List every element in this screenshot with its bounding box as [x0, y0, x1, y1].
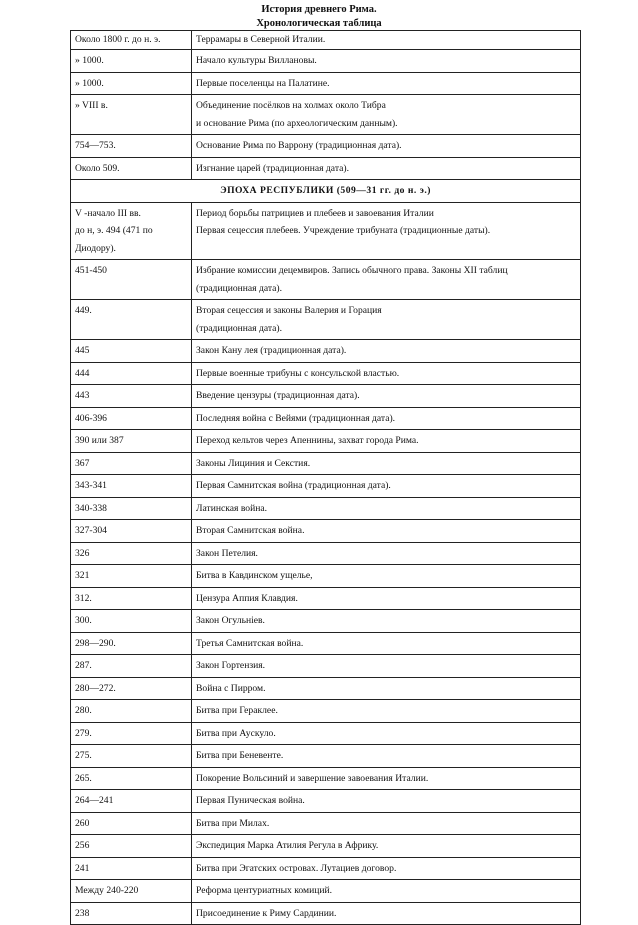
cell-line: » 1000. — [75, 55, 104, 66]
date-cell — [71, 677, 192, 700]
event-cell — [192, 677, 581, 700]
table-row — [71, 95, 581, 135]
date-cell — [71, 50, 192, 73]
event-cell — [192, 430, 581, 453]
event-cell — [192, 340, 581, 363]
event-cell — [192, 157, 581, 180]
cell-line: Избрание комиссии децемвиров. Запись обычного права. Законы XII таблиц — [196, 265, 508, 276]
cell-line: Битва при Эгатских островах. Лутациев договор. — [196, 862, 397, 874]
cell-line: Террамары в Северной Италии. — [196, 34, 326, 45]
event-cell — [192, 767, 581, 790]
cell-line: 238 — [75, 907, 90, 919]
table-row — [71, 475, 581, 498]
event-cell — [192, 790, 581, 813]
chronology-table — [70, 30, 581, 925]
cell-line: Первая Самнитская война (традиционная дата). — [196, 480, 391, 491]
date-cell — [71, 520, 192, 543]
epoch-row — [71, 180, 581, 203]
cell-line: Последняя война с Вейями (традиционная дата). — [196, 412, 396, 424]
cell-line: Введение цензуры (традиционная дата). — [196, 390, 360, 401]
cell-line: Первые военные трибуны с консульской властью. — [196, 367, 400, 379]
table-row — [71, 50, 581, 73]
date-cell — [71, 407, 192, 430]
cell-line: 445 — [75, 345, 90, 356]
cell-line: Третья Самнитская война. — [196, 637, 304, 649]
table-row — [71, 632, 581, 655]
table-row — [71, 542, 581, 565]
date-cell — [71, 542, 192, 565]
cell-line: Битва в Кавдинском ущелье, — [196, 570, 313, 581]
table-row — [71, 655, 581, 678]
date-cell — [71, 452, 192, 475]
cell-line: Основание Рима по Варрону (традиционная дата). — [196, 140, 402, 151]
table-row — [71, 300, 581, 340]
cell-line: 326 — [75, 547, 90, 559]
event-cell — [192, 385, 581, 408]
event-cell — [192, 655, 581, 678]
date-cell — [71, 722, 192, 745]
cell-line: Вторая сецессия и законы Валерия и Горация — [196, 305, 382, 316]
document-subtitle: Хронологическая таблица — [256, 18, 382, 29]
event-cell — [192, 135, 581, 158]
cell-line: Изгнание царей (традиционная дата). — [196, 162, 349, 174]
event-cell — [192, 632, 581, 655]
event-cell — [192, 362, 581, 385]
event-cell — [192, 587, 581, 610]
date-cell — [71, 902, 192, 925]
cell-line: 279. — [75, 727, 92, 739]
event-cell — [192, 300, 581, 340]
date-cell — [71, 95, 192, 135]
table-row — [71, 835, 581, 858]
cell-line: Объединение посёлков на холмах около Тибра — [196, 100, 386, 111]
date-cell — [71, 31, 192, 50]
cell-line: Период борьбы патрициев и плебеев и завоевания Италии — [196, 207, 434, 219]
table-row — [71, 497, 581, 520]
date-cell — [71, 700, 192, 723]
table-row — [71, 135, 581, 158]
table-row — [71, 700, 581, 723]
cell-line: Экспедиция Марка Атилия Регула в Африку. — [196, 840, 379, 851]
cell-line: 367 — [75, 457, 90, 469]
table-row — [71, 430, 581, 453]
event-cell — [192, 812, 581, 835]
cell-line: и основание Рима (по археологическим данным). — [196, 117, 398, 129]
table-row — [71, 407, 581, 430]
table-row — [71, 31, 581, 50]
cell-line: Первая сецессия плебеев. Учреждение трибуната (традиционные даты). — [196, 225, 491, 236]
cell-line: 280. — [75, 705, 92, 716]
date-cell — [71, 565, 192, 588]
cell-line: Закон Петелия. — [196, 547, 258, 559]
event-cell — [192, 880, 581, 903]
event-cell — [192, 260, 581, 300]
cell-line: Война с Пирром. — [196, 682, 266, 694]
event-cell — [192, 31, 581, 50]
table-row — [71, 157, 581, 180]
event-cell — [192, 202, 581, 260]
event-cell — [192, 407, 581, 430]
cell-line: 327-304 — [75, 525, 107, 536]
cell-line: (традиционная дата). — [196, 282, 283, 294]
date-cell — [71, 72, 192, 95]
event-cell — [192, 565, 581, 588]
date-cell — [71, 745, 192, 768]
date-cell — [71, 202, 192, 260]
cell-line: 444 — [75, 367, 90, 379]
table-row — [71, 857, 581, 880]
table-row — [71, 202, 581, 260]
document-title: История древнего Рима. — [261, 4, 377, 15]
date-cell — [71, 300, 192, 340]
date-cell — [71, 632, 192, 655]
cell-line: Покорение Вольсиний и завершение завоевания Италии. — [196, 772, 429, 784]
cell-line: Закон Гортензия. — [196, 660, 266, 671]
cell-line: Первые поселенцы на Палатине. — [196, 77, 330, 89]
cell-line: 406-396 — [75, 412, 107, 424]
cell-line: Закон Кану лея (традиционная дата). — [196, 345, 347, 356]
date-cell — [71, 260, 192, 300]
cell-line: Битва при Милах. — [196, 817, 270, 829]
event-cell — [192, 475, 581, 498]
event-cell — [192, 50, 581, 73]
cell-line: 443 — [75, 390, 90, 401]
cell-line: 340-338 — [75, 502, 107, 514]
event-cell — [192, 745, 581, 768]
date-cell — [71, 135, 192, 158]
cell-line: Между 240-220 — [75, 885, 139, 896]
date-cell — [71, 430, 192, 453]
date-cell — [71, 812, 192, 835]
cell-line: Латинская война. — [196, 502, 268, 514]
event-cell — [192, 902, 581, 925]
cell-line: 241 — [75, 862, 90, 874]
cell-line: Диодору). — [75, 242, 116, 254]
event-cell — [192, 722, 581, 745]
cell-line: Битва при Беневенте. — [196, 750, 284, 761]
cell-line: 321 — [75, 570, 90, 581]
table-row — [71, 385, 581, 408]
epoch-heading: ЭПОХА РЕСПУБЛИКИ (509—31 гг. до н. э.) — [71, 180, 581, 203]
date-cell — [71, 497, 192, 520]
table-row — [71, 452, 581, 475]
cell-line: Переход кельтов через Апеннины, захват города Рима. — [196, 435, 419, 446]
cell-line: Законы Лициния и Секстия. — [196, 457, 311, 469]
cell-line: до н, э. 494 (471 по — [75, 225, 153, 236]
cell-line: » 1000. — [75, 77, 104, 89]
date-cell — [71, 362, 192, 385]
event-cell — [192, 857, 581, 880]
cell-line: 287. — [75, 660, 92, 671]
cell-line: V -начало III вв. — [75, 207, 141, 219]
cell-line: Первая Пуническая война. — [196, 795, 305, 806]
table-row — [71, 902, 581, 925]
event-cell — [192, 95, 581, 135]
date-cell — [71, 835, 192, 858]
event-cell — [192, 835, 581, 858]
table-row — [71, 812, 581, 835]
table-row — [71, 790, 581, 813]
event-cell — [192, 700, 581, 723]
table-row — [71, 677, 581, 700]
cell-line: 312. — [75, 592, 92, 604]
cell-line: Реформа центуриатных комиций. — [196, 885, 333, 896]
table-row — [71, 565, 581, 588]
cell-line: 343-341 — [75, 480, 107, 491]
event-cell — [192, 497, 581, 520]
cell-line: » VIII в. — [75, 100, 108, 111]
cell-line: 280—272. — [75, 682, 116, 694]
table-row — [71, 722, 581, 745]
table-row — [71, 745, 581, 768]
cell-line: Битва при Гераклее. — [196, 705, 278, 716]
cell-line: Начало культуры Виллановы. — [196, 55, 317, 66]
date-cell — [71, 610, 192, 633]
date-cell — [71, 475, 192, 498]
event-cell — [192, 452, 581, 475]
table-row — [71, 72, 581, 95]
date-cell — [71, 655, 192, 678]
date-cell — [71, 767, 192, 790]
cell-line: 260 — [75, 817, 90, 829]
table-row — [71, 587, 581, 610]
cell-line: Около 509. — [75, 162, 120, 174]
cell-line: Цензура Аппия Клавдия. — [196, 592, 298, 604]
cell-line: Битва при Аускуло. — [196, 727, 276, 739]
cell-line: Присоединение к Риму Сардинии. — [196, 907, 337, 919]
table-row — [71, 260, 581, 300]
table-row — [71, 520, 581, 543]
cell-line: 256 — [75, 840, 90, 851]
cell-line: Вторая Самнитская война. — [196, 525, 305, 536]
cell-line: Закон Огульнiев. — [196, 615, 265, 626]
date-cell — [71, 340, 192, 363]
event-cell — [192, 542, 581, 565]
cell-line: (традиционная дата). — [196, 322, 283, 334]
cell-line: 390 или 387 — [75, 435, 124, 446]
date-cell — [71, 385, 192, 408]
date-cell — [71, 587, 192, 610]
table-row — [71, 362, 581, 385]
cell-line: 754—753. — [75, 140, 116, 151]
cell-line: 451-450 — [75, 265, 107, 276]
cell-line: 298—290. — [75, 637, 116, 649]
cell-line: 300. — [75, 615, 92, 626]
cell-line: 449. — [75, 305, 92, 316]
table-row — [71, 880, 581, 903]
date-cell — [71, 880, 192, 903]
cell-line: 264—241 — [75, 795, 114, 806]
date-cell — [71, 857, 192, 880]
event-cell — [192, 610, 581, 633]
table-row — [71, 767, 581, 790]
chronology-table-body — [71, 31, 581, 925]
date-cell — [71, 157, 192, 180]
cell-line: Около 1800 г. до н. э. — [75, 34, 161, 45]
event-cell — [192, 72, 581, 95]
date-cell — [71, 790, 192, 813]
event-cell — [192, 520, 581, 543]
table-row — [71, 340, 581, 363]
cell-line: 265. — [75, 772, 92, 784]
cell-line: 275. — [75, 750, 92, 761]
table-row — [71, 610, 581, 633]
